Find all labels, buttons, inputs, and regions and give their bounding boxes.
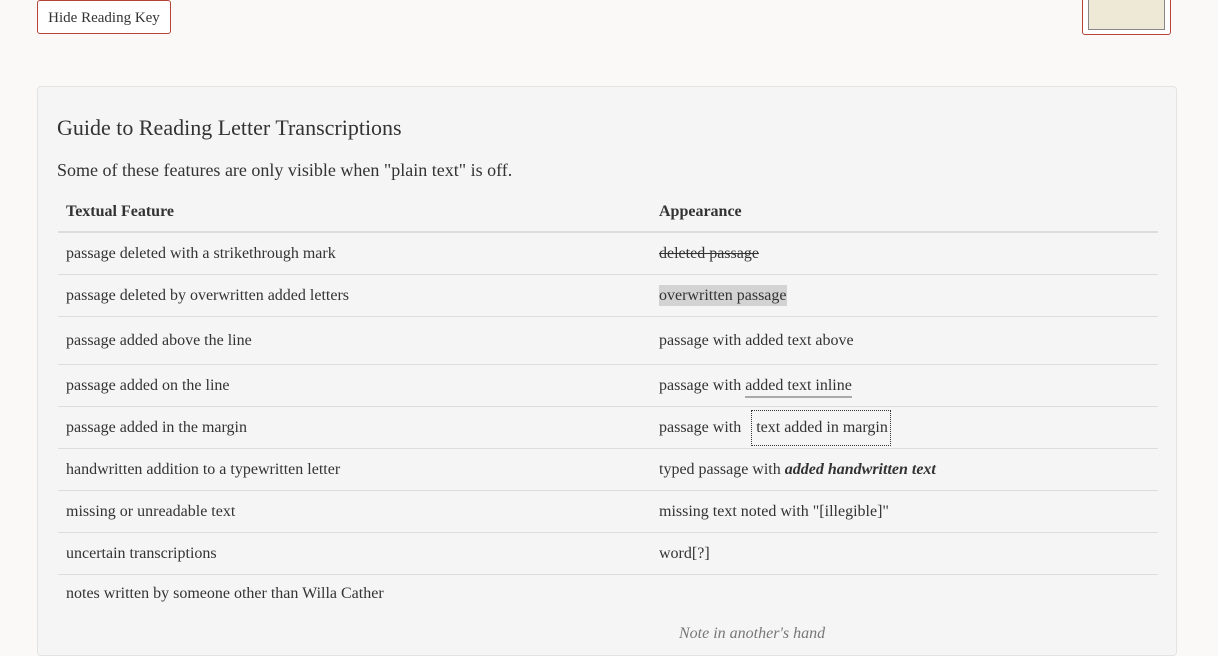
other-hand-note-sample: Note in another's hand (679, 625, 826, 642)
feature-cell: notes written by someone other than Willa Cather (58, 575, 651, 646)
header-appearance: Appearance (651, 193, 1158, 232)
table-row (58, 575, 1158, 646)
table-row (58, 317, 1158, 365)
appearance-prefix: typed passage with (659, 460, 785, 478)
table-row (58, 449, 1158, 491)
appearance-cell: missing text noted with "[illegible]" (651, 491, 1158, 533)
table-row (58, 533, 1158, 575)
table-row (58, 275, 1158, 317)
deleted-passage-sample: deleted passage (659, 244, 759, 262)
letter-thumbnail-button[interactable] (1082, 0, 1171, 35)
appearance-cell (651, 407, 1158, 449)
reading-guide-panel (37, 86, 1177, 656)
feature-cell: handwritten addition to a typewritten letter (58, 449, 651, 491)
appearance-cell (651, 275, 1158, 317)
hide-reading-key-button[interactable]: Hide Reading Key (37, 0, 171, 34)
table-row (58, 407, 1158, 449)
guide-title: Guide to Reading Letter Transcriptions (57, 115, 402, 140)
guide-intro: Some of these features are only visible when "plain text" is off. (57, 160, 513, 180)
header-textual-feature: Textual Feature (58, 193, 651, 232)
overwritten-passage-sample: overwritten passage (659, 286, 787, 304)
table-row (58, 365, 1158, 407)
appearance-prefix: passage with (659, 376, 746, 394)
appearance-prefix: passage with (659, 418, 742, 436)
appearance-cell: passage with added text above (651, 317, 1158, 365)
feature-cell: uncertain transcriptions (58, 533, 651, 575)
inline-addition-sample: added text inline (745, 377, 852, 398)
table-row (58, 491, 1158, 533)
feature-cell: passage deleted by overwritten added letters (58, 275, 651, 317)
appearance-cell (651, 365, 1158, 407)
table-header-row (58, 193, 1158, 232)
appearance-cell (651, 232, 1158, 275)
reading-key-table (58, 193, 1158, 645)
feature-cell: passage added in the margin (58, 407, 651, 449)
feature-cell: passage added above the line (58, 317, 651, 365)
table-row (58, 232, 1158, 275)
appearance-cell (651, 575, 1158, 646)
letter-thumbnail-image (1088, 0, 1165, 30)
appearance-cell (651, 449, 1158, 491)
appearance-cell: word[?] (651, 533, 1158, 575)
handwritten-addition-sample: added handwritten text (784, 460, 936, 478)
feature-cell: missing or unreadable text (58, 491, 651, 533)
margin-addition-sample: text added in margin (751, 410, 891, 446)
feature-cell: passage added on the line (58, 365, 651, 407)
feature-cell: passage deleted with a strikethrough mark (58, 232, 651, 275)
